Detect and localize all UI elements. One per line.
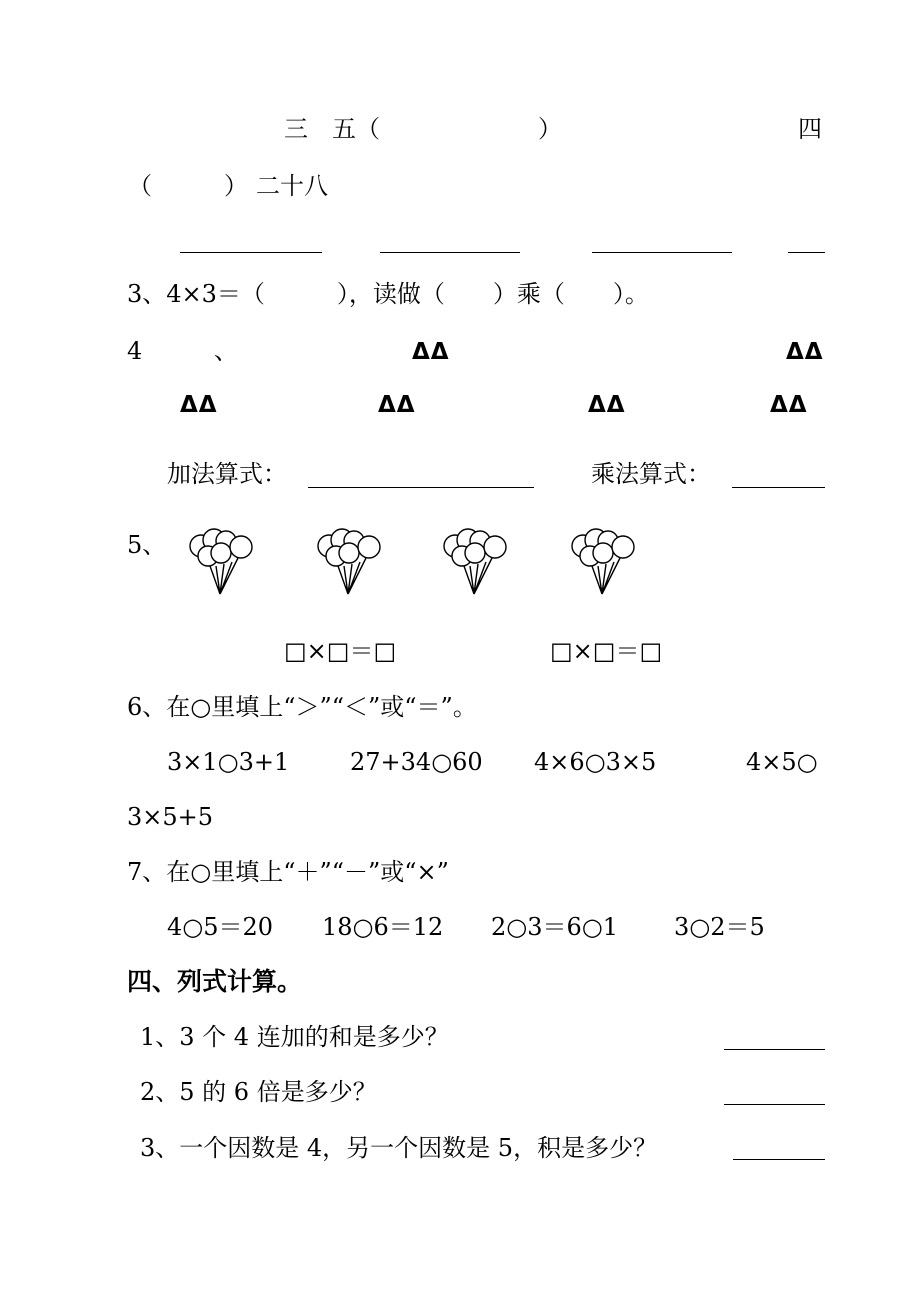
triangle-pair-6: ΔΔ — [770, 392, 808, 418]
mul-answer-line[interactable] — [732, 487, 825, 488]
section4-answer-line-1[interactable] — [724, 1049, 825, 1050]
q5-number: 5、 — [127, 531, 167, 559]
line2-word: 二十八 — [256, 172, 328, 200]
q6-item-3: 4×6○3×5 — [534, 748, 657, 776]
q4-add-label: 加法算式： — [167, 460, 287, 488]
q4-mul-label: 乘法算式： — [591, 460, 711, 488]
q7-title: 7、在○里填上“＋”“－”或“×” — [127, 858, 449, 886]
answer-line-2[interactable] — [380, 252, 520, 253]
q6-title: 6、在○里填上“＞”“＜”或“＝”。 — [127, 693, 477, 721]
q6-continuation: 3×5+5 — [127, 803, 214, 831]
line1-part2: ） — [538, 115, 562, 143]
section4-question-2: 2、5 的 6 倍是多少？ — [140, 1078, 377, 1106]
section4-answer-line-3[interactable] — [733, 1159, 825, 1160]
q5-formula-left: □×□＝□ — [284, 637, 397, 665]
answer-line-1[interactable] — [180, 252, 322, 253]
answer-line-3[interactable] — [592, 252, 732, 253]
answer-line-4[interactable] — [788, 252, 825, 253]
section4-answer-line-2[interactable] — [724, 1104, 825, 1105]
balloon-bunch-icon — [568, 526, 638, 598]
line1-part3: 四 — [798, 115, 822, 143]
q4-number: 4 — [127, 337, 143, 365]
section4-heading: 四、列式计算。 — [127, 967, 303, 996]
balloon-bunch-icon — [314, 526, 384, 598]
q7-item-2: 18○6＝12 — [322, 913, 444, 941]
triangle-pair-1: ΔΔ — [412, 339, 450, 365]
add-answer-line[interactable] — [308, 487, 534, 488]
q6-item-2: 27+34○60 — [350, 748, 483, 776]
triangle-pair-4: ΔΔ — [378, 392, 416, 418]
triangle-pair-3: ΔΔ — [180, 392, 218, 418]
q6-item-4: 4×5○ — [746, 748, 818, 776]
triangle-pair-5: ΔΔ — [588, 392, 626, 418]
line2-paren: （ ） — [128, 172, 248, 200]
section4-question-3: 3、一个因数是 4，另一个因数是 5，积是多少？ — [140, 1134, 658, 1162]
balloon-bunch-icon — [440, 526, 510, 598]
q7-item-1: 4○5＝20 — [167, 913, 274, 941]
q6-item-1: 3×1○3+1 — [167, 748, 290, 776]
line1-part1: 三 五（ — [284, 115, 380, 143]
q7-item-3: 2○3＝6○1 — [491, 913, 618, 941]
balloon-bunch-icon — [186, 526, 256, 598]
q4-separator: 、 — [214, 337, 238, 365]
q3-text: 3、4×3＝（ ），读做（ ）乘（ ）。 — [127, 280, 649, 308]
triangle-pair-2: ΔΔ — [786, 339, 824, 365]
section4-question-1: 1、3 个 4 连加的和是多少？ — [140, 1023, 449, 1051]
q5-formula-right: □×□＝□ — [550, 637, 663, 665]
q7-item-4: 3○2＝5 — [674, 913, 765, 941]
